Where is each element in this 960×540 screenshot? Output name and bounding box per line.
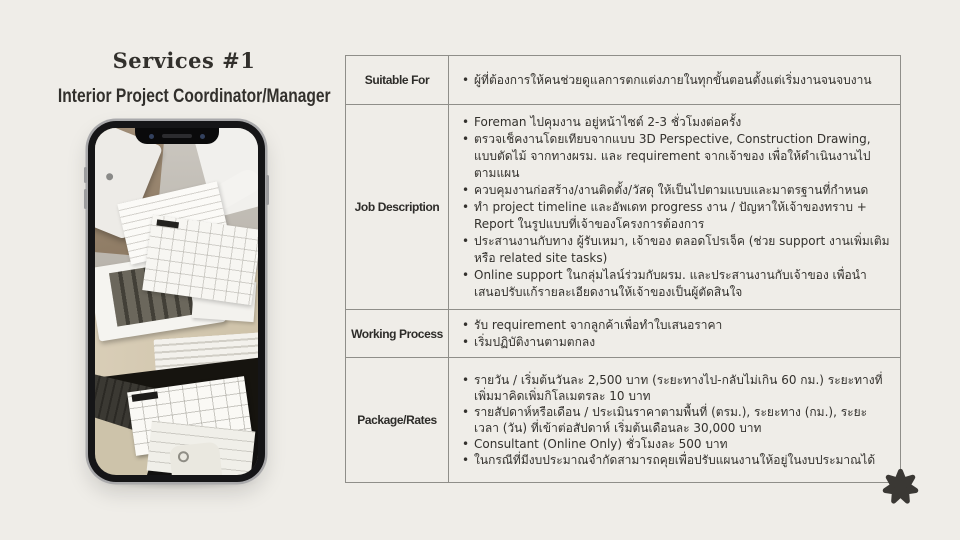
bullet-list-suitable-for [461,72,890,89]
bullet-item: • Online support ในกลุ่มไลน์ร่วมกับผรม. และประสานงานกับเจ้าของ เพื่อนำเสนอปรับแก้รายละเอียดงานให้เจ้าของเป็นผู้ตัดสินใจ [461,267,890,301]
row-content-working-process [449,310,900,358]
bullet-list-package-rates [461,372,890,468]
bullet-item: • รับ requirement จากลูกค้าเพื่อทำใบเสนอราคา [461,317,890,334]
slide-subtitle [28,86,340,108]
bullet-item: • ผู้ที่ต้องการให้คนช่วยดูแลการตกแต่งภายในทุกขั้นตอนตั้งแต่เริ่มงานจนจบงาน [461,72,890,89]
photo-floorplan-held [142,215,258,306]
slide-title: Services #1 [112,48,256,73]
title-block [28,48,340,108]
phone-volume-button [84,167,87,183]
bullet-item: • รายวัน / เริ่มต้นวันละ 2,500 บาท (ระยะทางไป-กลับไม่เกิน 60 กม.) ระยะทางที่เพิ่มมาคิดเพิ่มกิโลเมตรละ 10 บาท [461,372,890,404]
row-label-job-description: Job Description [346,105,449,310]
bullet-item: • Consultant (Online Only) ชั่วโมงละ 500 บาท [461,436,890,452]
phone-screen-photo [95,128,258,475]
phone-volume-button [84,189,87,209]
phone-camera-icon [149,134,154,139]
row-content-job-description [449,105,900,310]
bullet-list-working-process [461,317,890,351]
services-table [345,55,901,483]
bullet-item: • ควบคุมงานก่อสร้าง/งานติดตั้ง/วัสดุ ให้เป็นไปตามแบบและมาตรฐานที่กำหนด [461,182,890,199]
bullet-item: • ทำ project timeline และอัพเดท progress งาน / ปัญหาให้เจ้าของทราบ + Report ในรูปแบบที่เจ้าของโครงการต้องการ [461,199,890,233]
bullet-item: • Foreman ไปคุมงาน อยู่หน้าไซต์ 2-3 ชั่วโมงต่อครั้ง [461,114,890,131]
row-content-suitable-for [449,56,900,105]
bullet-item: • ตรวจเช็คงานโดยเทียบจากแบบ 3D Perspective, Construction Drawing, แบบตัดไม้ จากทางผรม. และ requirement จากเจ้าของ เพื่อให้ดำเนินงานไปตามแผน [461,131,890,182]
phone-speaker-icon [162,134,192,138]
bullet-item: • ประสานงานกับทาง ผู้รับเหมา, เจ้าของ ตลอดโปรเจ็ค (ช่วย support งานเพิ่มเติม หรือ related site tasks) [461,233,890,267]
phone-mockup [88,121,265,482]
phone-sensor-icon [200,134,205,139]
row-label-working-process: Working Process [346,310,449,358]
bullet-item: • เริ่มปฏิบัติงานตามตกลง [461,334,890,351]
slide-subtitle-text: Interior Project Coordinator/Manager [57,86,331,107]
row-label-suitable-for: Suitable For [346,56,449,105]
photo-paper-tag [169,442,223,475]
row-label-package-rates: Package/Rates [346,358,449,482]
bullet-list-job-description [461,114,890,301]
phone-power-button [266,175,269,205]
row-content-package-rates [449,358,900,482]
phone-notch [135,128,219,144]
starburst-icon [881,467,920,507]
bullet-item: • ในกรณีที่มีงบประมาณจำกัดสามารถคุยเพื่อปรับแผนงานให้อยู่ในงบประมาณได้ [461,452,890,468]
bullet-item: • รายสัปดาห์หรือเดือน / ประเมินราคาตามพื้นที่ (ตรม.), ระยะทาง (กม.), ระยะเวลา (วัน) ที่เข้าต่อสัปดาห์ เริ่มต้นเดือนละ 30,000 บาท [461,404,890,436]
